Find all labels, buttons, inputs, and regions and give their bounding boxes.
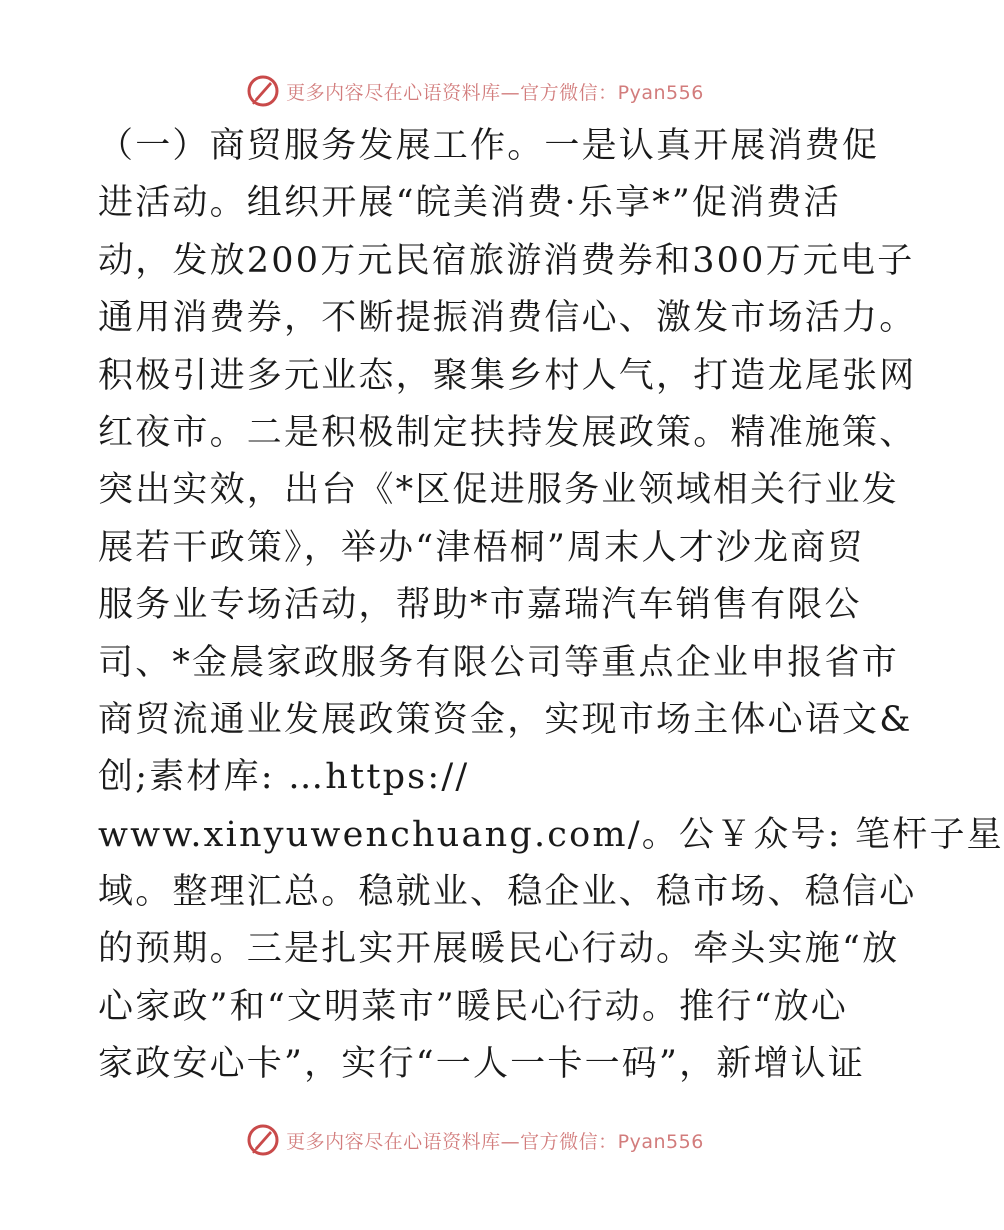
text-line: 创;素材库: …https://: [98, 757, 470, 798]
text-line: 家政安心卡”，实行“一人一卡一码”，新增认证: [98, 1044, 866, 1085]
document-body: [98, 118, 1004, 1094]
text-line: （一）商贸服务发展工作。一是认真开展消费促: [98, 126, 880, 166]
text-line: 积极引进多元业态，聚集乡村人气，打造龙尾张网: [98, 355, 917, 396]
text-line: 商贸流通业发展政策资金，实现市场主体心语文&: [98, 699, 913, 740]
feather-quill-logo-icon: [246, 74, 280, 108]
text-line: 进活动。组织开展“皖美消费·乐享*”促消费活: [98, 183, 841, 224]
text-line: 心家政”和“文明菜市”暖民心行动。推行“放心: [98, 986, 848, 1027]
text-line: 司、*金晨家政服务有限公司等重点企业申报省市: [98, 642, 899, 683]
text-line: 通用消费券，不断提振消费信心、激发市场活力。: [98, 298, 917, 339]
text-line: 突出实效，出台《*区促进服务业领域相关行业发: [98, 470, 899, 511]
footer-watermark: [0, 1120, 950, 1160]
text-line: 展若干政策》，举办“津梧桐”周末人才沙龙商贸: [98, 527, 865, 568]
text-line: 的预期。三是扎实开展暖民心行动。牵头实施“放: [98, 929, 900, 970]
watermark-text: 更多内容尽在心语资料库—官方微信：Pyan556: [286, 1130, 704, 1153]
text-line: 域。整理汇总。稳就业、稳企业、稳市场、稳信心: [98, 872, 917, 913]
feather-quill-logo-icon: [246, 1123, 280, 1157]
text-line: 动，发放200万元民宿旅游消费券和300万元电子: [98, 240, 915, 281]
text-line: 服务业专场活动，帮助*市嘉瑞汽车销售有限公: [98, 585, 862, 626]
text-line: 红夜市。二是积极制定扶持发展政策。精准施策、: [98, 412, 917, 453]
text-line: www.xinyuwenchuang.com/。公￥众号: 笔杆子星: [98, 814, 1004, 855]
watermark-text: 更多内容尽在心语资料库—官方微信：Pyan556: [286, 81, 704, 104]
header-watermark: [0, 71, 950, 111]
